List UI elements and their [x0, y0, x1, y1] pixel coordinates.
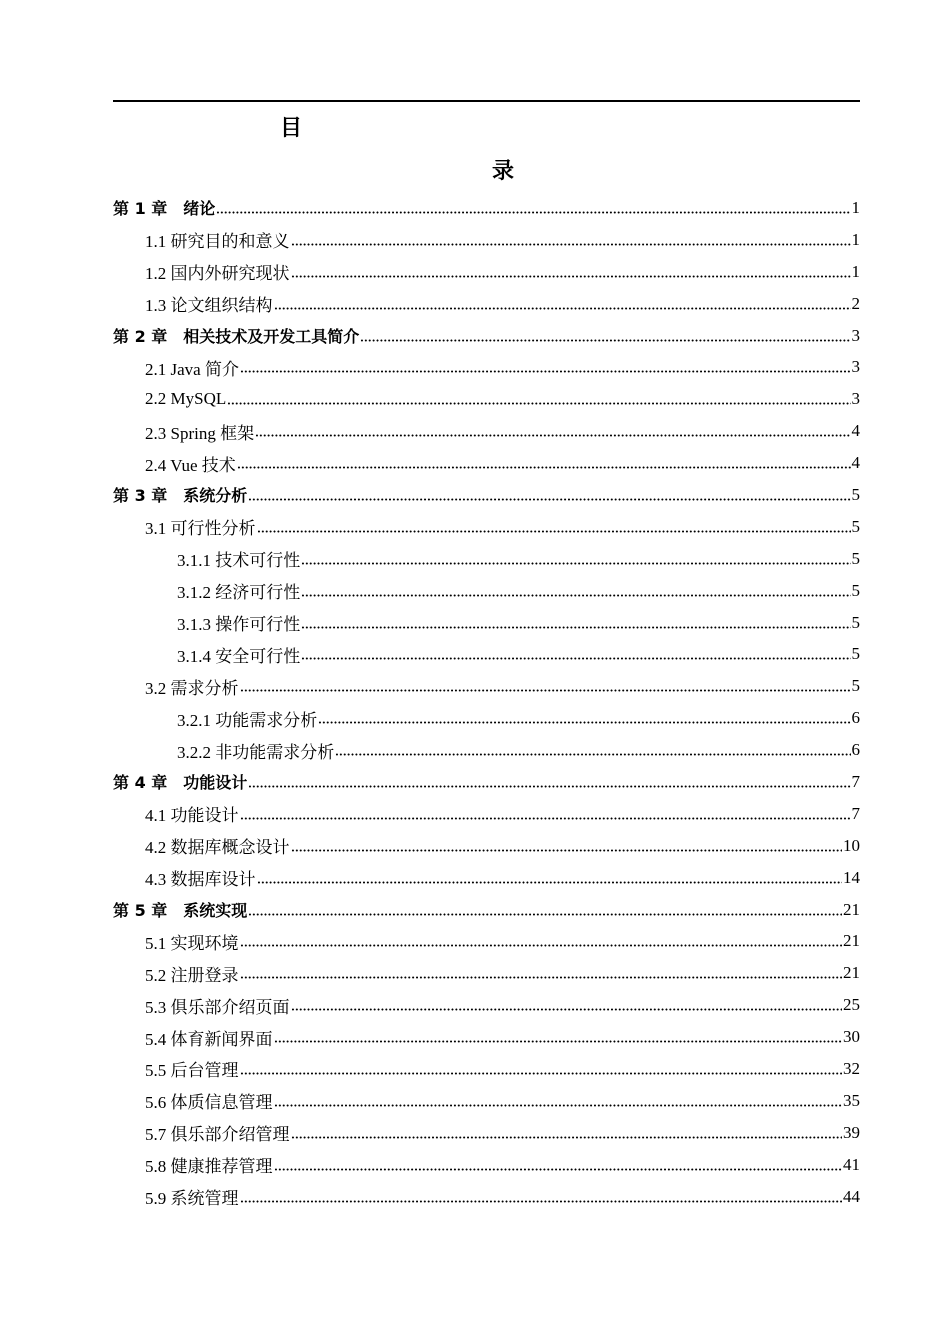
toc-entry[interactable] [113, 798, 860, 830]
toc-entry-page: 7 [851, 803, 860, 823]
header-rule [113, 100, 860, 102]
toc-entry-label: 3.2 需求分析 [145, 678, 239, 698]
toc-entry[interactable] [113, 766, 860, 798]
toc-entry-label: 3.1.4 安全可行性 [177, 646, 301, 666]
dot-leader [291, 836, 843, 856]
toc-entry[interactable] [113, 670, 860, 702]
toc-entry[interactable] [113, 256, 860, 288]
dot-leader [248, 900, 842, 920]
toc-entry-label: 2.1 Java 简介 [145, 359, 239, 379]
dot-leader [335, 740, 850, 760]
toc-entry-label: 3.1 可行性分析 [145, 519, 256, 539]
toc-entry-label: 4.1 功能设计 [145, 806, 239, 826]
dot-leader [274, 1027, 843, 1047]
toc-entry-page: 10 [843, 835, 860, 855]
dot-leader [291, 995, 843, 1015]
dot-leader [216, 198, 850, 218]
toc-entry-page: 14 [843, 867, 860, 887]
toc-entry-label: 1.2 国内外研究现状 [145, 264, 290, 284]
dot-leader [255, 421, 850, 441]
toc-entry[interactable] [113, 415, 860, 447]
toc-entry-page: 1 [851, 197, 860, 217]
toc-entry[interactable] [113, 957, 860, 989]
toc-entry-label: 第 2 章 相关技术及开发工具简介 [113, 327, 360, 346]
toc-entry[interactable] [113, 894, 860, 926]
dot-leader [248, 772, 850, 792]
toc-entry-page: 30 [843, 1027, 860, 1047]
toc-entry[interactable] [113, 1117, 860, 1149]
toc-entry[interactable] [113, 925, 860, 957]
toc-entry-label: 4.3 数据库设计 [145, 870, 256, 890]
toc-entry-page: 5 [851, 676, 860, 696]
dot-leader [240, 1059, 843, 1079]
toc-entry[interactable] [113, 320, 860, 352]
toc-entry[interactable] [113, 447, 860, 479]
toc-entry-label: 2.3 Spring 框架 [145, 423, 255, 443]
toc-entry-label: 2.4 Vue 技术 [145, 455, 236, 475]
toc-title-part-1: 目 [280, 116, 303, 141]
dot-leader [360, 326, 850, 346]
toc-entry[interactable] [113, 383, 860, 415]
dot-leader [291, 262, 851, 282]
dot-leader [240, 931, 843, 951]
toc-entry-page: 5 [851, 516, 860, 536]
dot-leader [248, 485, 850, 505]
toc-entry-label: 5.1 实现环境 [145, 933, 239, 953]
toc-entry[interactable] [113, 351, 860, 383]
toc-entry-page: 32 [843, 1058, 860, 1078]
toc-entry-page: 5 [851, 580, 860, 600]
dot-leader [291, 1123, 843, 1143]
toc-entry-label: 3.1.3 操作可行性 [177, 615, 301, 635]
toc-entry-page: 1 [851, 229, 860, 249]
toc-entry[interactable] [113, 830, 860, 862]
toc-entry-label: 5.3 俱乐部介绍页面 [145, 997, 290, 1017]
dot-leader [240, 357, 851, 377]
toc-entry-page: 4 [851, 453, 860, 473]
toc-entry-page: 3 [851, 325, 860, 345]
dot-leader [240, 963, 843, 983]
toc-entry-label: 5.7 俱乐部介绍管理 [145, 1125, 290, 1145]
toc-entry[interactable] [113, 224, 860, 256]
toc-entry-label: 第 3 章 系统分析 [113, 486, 248, 506]
toc-entry-page: 6 [851, 708, 860, 728]
toc-entry-label: 5.6 体质信息管理 [145, 1093, 273, 1113]
toc-entry-page: 25 [843, 995, 860, 1015]
toc-entry-page: 21 [843, 963, 860, 983]
toc-entry[interactable] [113, 638, 860, 670]
dot-leader [274, 294, 851, 314]
dot-leader [227, 389, 850, 409]
toc-entry-label: 5.2 注册登录 [145, 965, 239, 985]
toc-entry[interactable] [113, 734, 860, 766]
dot-leader [240, 676, 851, 696]
dot-leader [291, 230, 851, 250]
toc-entry-page: 41 [843, 1154, 860, 1174]
toc-entry-page: 4 [851, 421, 860, 441]
toc-entry-label: 5.8 健康推荐管理 [145, 1157, 273, 1177]
toc-entry-label: 5.5 后台管理 [145, 1061, 239, 1081]
toc-entry-page: 44 [843, 1186, 860, 1206]
toc-entry-page: 3 [851, 389, 860, 409]
dot-leader [301, 549, 850, 569]
toc-entry-label: 5.9 系统管理 [145, 1189, 239, 1209]
toc-entry-label: 第 1 章 绪论 [113, 199, 216, 219]
dot-leader [257, 517, 851, 537]
toc-entry[interactable] [113, 1021, 860, 1053]
toc-entry-label: 第 5 章 系统实现 [113, 901, 248, 921]
toc-entry[interactable] [113, 702, 860, 734]
toc-entry-label: 1.1 研究目的和意义 [145, 232, 290, 252]
toc-entry[interactable] [113, 1053, 860, 1085]
toc-entry[interactable] [113, 511, 860, 543]
table-of-contents [113, 192, 860, 1213]
dot-leader [301, 644, 850, 664]
dot-leader [274, 1155, 843, 1175]
dot-leader [240, 1187, 843, 1207]
toc-entry-page: 39 [843, 1122, 860, 1142]
toc-entry-page: 5 [851, 612, 860, 632]
toc-entry[interactable] [113, 575, 860, 607]
toc-entry[interactable] [113, 288, 860, 320]
toc-entry-page: 1 [851, 261, 860, 281]
toc-title-part-2: 录 [492, 159, 515, 184]
toc-entry-label: 3.1.2 经济可行性 [177, 583, 301, 603]
toc-entry-label: 3.1.1 技术可行性 [177, 551, 301, 571]
toc-entry-page: 21 [843, 899, 860, 919]
toc-entry-page: 35 [843, 1090, 860, 1110]
dot-leader [301, 613, 850, 633]
toc-entry[interactable] [113, 607, 860, 639]
toc-entry-page: 6 [851, 740, 860, 760]
toc-entry[interactable] [113, 543, 860, 575]
toc-entry[interactable] [113, 192, 860, 224]
dot-leader [274, 1091, 843, 1111]
toc-entry-label: 4.2 数据库概念设计 [145, 838, 290, 858]
toc-entry-page: 2 [851, 293, 860, 313]
dot-leader [318, 708, 850, 728]
toc-entry-label: 3.2.2 非功能需求分析 [177, 742, 335, 762]
toc-entry-page: 5 [851, 548, 860, 568]
toc-entry-label: 第 4 章 功能设计 [113, 773, 248, 793]
toc-entry[interactable] [113, 989, 860, 1021]
toc-entry-page: 3 [851, 357, 860, 377]
toc-entry-label: 5.4 体育新闻界面 [145, 1029, 273, 1049]
dot-leader [301, 581, 850, 601]
toc-entry-page: 5 [851, 484, 860, 504]
toc-entry[interactable] [113, 1181, 860, 1213]
toc-entry-page: 21 [843, 931, 860, 951]
toc-entry-label: 1.3 论文组织结构 [145, 296, 273, 316]
toc-entry-page: 7 [851, 771, 860, 791]
toc-entry-label: 3.2.1 功能需求分析 [177, 710, 318, 730]
toc-entry[interactable] [113, 479, 860, 511]
dot-leader [237, 453, 851, 473]
dot-leader [240, 804, 851, 824]
toc-entry-label: 2.2 MySQL [145, 389, 227, 409]
toc-entry[interactable] [113, 1085, 860, 1117]
toc-entry-page: 5 [851, 644, 860, 664]
toc-entry[interactable] [113, 862, 860, 894]
toc-entry[interactable] [113, 1149, 860, 1181]
dot-leader [257, 868, 843, 888]
